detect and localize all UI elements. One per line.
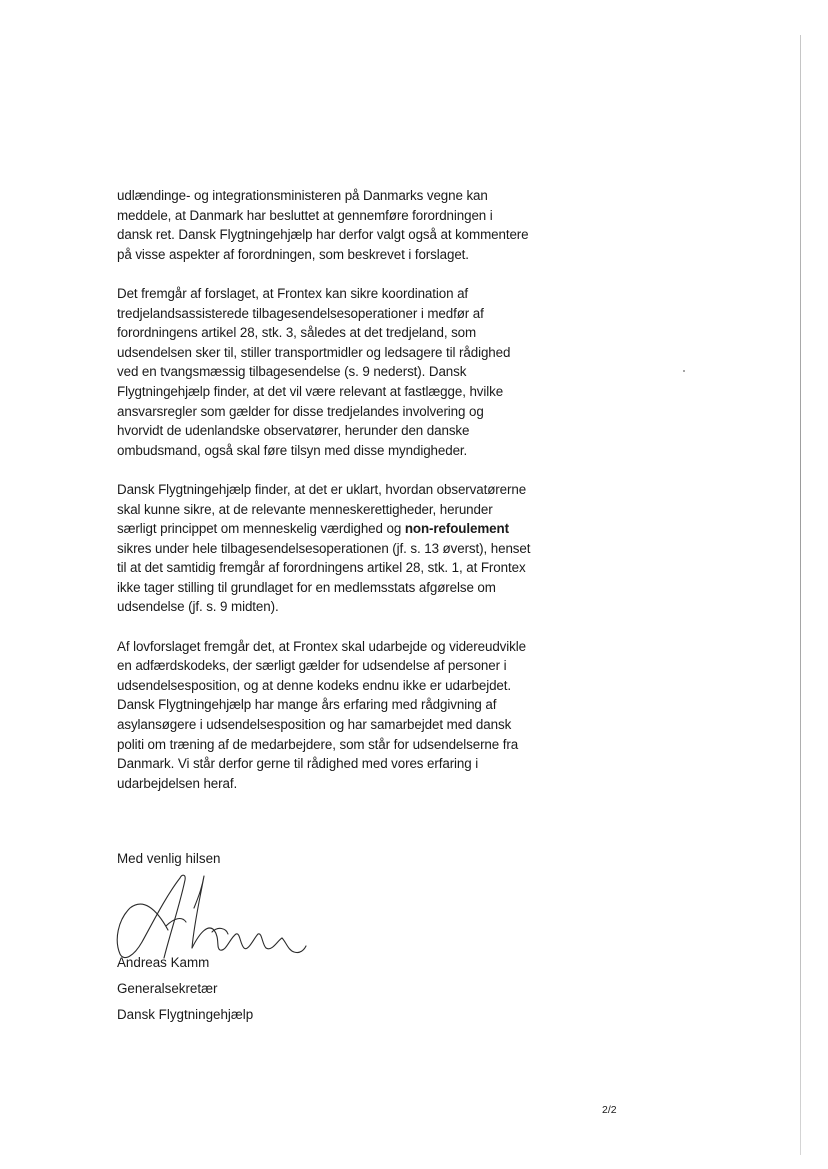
paragraph-3-bold-term: non-refoulement bbox=[404, 521, 509, 537]
paragraph-3-text-before: Dansk Flygtningehjælp finder, at det er uklart, hvordan observatørerne skal kunne sikre, at de relevante menneskerettigheder, herunder særligt princippet om menneskelig værdighed og bbox=[117, 481, 527, 537]
signer-title: Generalsekretær bbox=[117, 981, 218, 996]
page-number: 2/2 bbox=[602, 1104, 617, 1116]
paragraph-3-text-after: sikres under hele tilbagesendelsesoperationen (jf. s. 13 øverst), henset til at det samtidig fremgår af forordningens artikel 28, stk. 1, at Frontex ikke tager stilling til grundlaget for en medlemsstats afgørelse om udsendelse (jf. s. 9 midten). bbox=[117, 540, 531, 615]
closing-salutation: Med venlig hilsen bbox=[117, 851, 221, 866]
paragraph-2: Det fremgår af forslaget, at Frontex kan sikre koordination af tredjelandsassisterede tilbagesendelsesoperationer i medfør af forordningens artikel 28, stk. 3, således at det tredjeland, som udsendelsen sker til, stiller transportmidler og ledsagere til rådighed ved en tvangsmæssig tilbagesendelse (s. 9 nederst). Dansk Flygtningehjælp finder, at det vil være relevant at fastlægge, hvilke ansvarsregler som gælder for disse tredjelandes involvering og hvorvidt de udenlandske observatører, herunder den danske ombudsmand, også skal føre tilsyn med disse myndigheder. bbox=[117, 285, 511, 458]
paragraph-3 bbox=[117, 480, 587, 617]
scan-page-edge bbox=[800, 35, 801, 1155]
signer-name: Andreas Kamm bbox=[117, 955, 210, 970]
paragraph-4: Af lovforslaget fremgår det, at Frontex skal udarbejde og videreudvikle en adfærdskodeks, der særligt gælder for udsendelse af personer i udsendelsesposition, og at denne kodeks endnu ikke er udarbejdet. Dansk Flygtningehjælp har mange års erfaring med rådgivning af asylansøgere i udsendelsesposition og har samarbejdet med dansk politi om træning af de medarbejdere, som står for udsendelserne fra Danmark. Vi står derfor gerne til rådighed med vores erfaring i udarbejdelsen heraf. bbox=[117, 638, 526, 791]
paragraph-1: udlændinge- og integrationsministeren på Danmarks vegne kan meddele, at Danmark har besluttet at gennemføre forordningen i dansk ret. Dansk Flygtningehjælp har derfor valgt også at kommentere på visse aspekter af forordningen, som beskrevet i forslaget. bbox=[117, 188, 529, 262]
scan-speck bbox=[683, 370, 685, 372]
signer-organization: Dansk Flygtningehjælp bbox=[117, 1007, 254, 1022]
letter-body bbox=[117, 186, 587, 813]
